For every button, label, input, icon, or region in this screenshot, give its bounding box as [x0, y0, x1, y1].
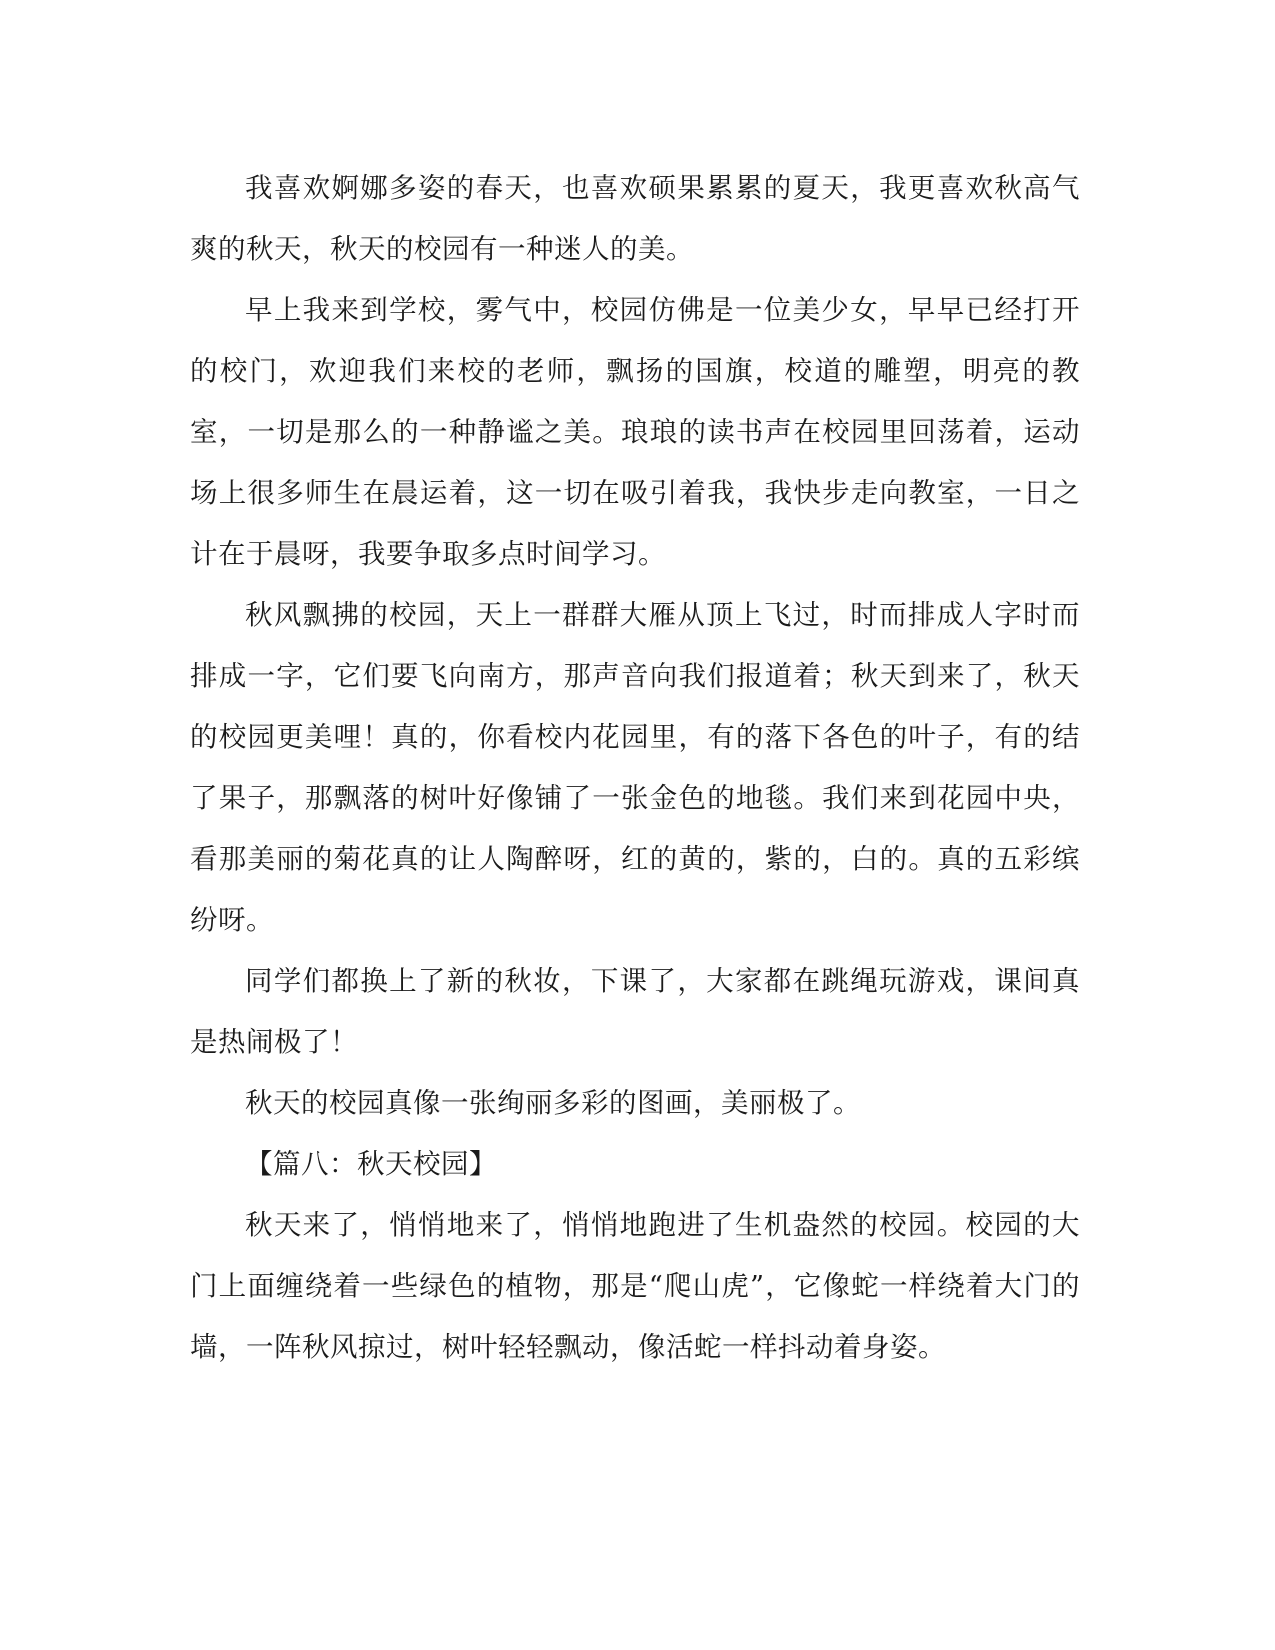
paragraph: 早上我来到学校，雾气中，校园仿佛是一位美少女，早早已经打开的校门，欢迎我们来校的老师，飘扬的国旗，校道的雕塑，明亮的教室，一切是那么的一种静谧之美。琅琅的读书声在校园里回荡着，运动场上很多师生在晨运着，这一切在吸引着我，我快步走向教室，一日之计在于晨呀，我要争取多点时间学习。	[190, 294, 1080, 570]
paragraph: 我喜欢婀娜多姿的春天，也喜欢硕果累累的夏天，我更喜欢秋高气爽的秋天，秋天的校园有一种迷人的美。	[190, 172, 1080, 265]
paragraph: 秋风飘拂的校园，天上一群群大雁从顶上飞过，时而排成人字时而排成一字，它们要飞向南方，那声音向我们报道着；秋天到来了，秋天的校园更美哩！真的，你看校内花园里，有的落下各色的叶子，有的结了果子，那飘落的树叶好像铺了一张金色的地毯。我们来到花园中央，看那美丽的菊花真的让人陶醉呀，红的黄的，紫的，白的。真的五彩缤纷呀。	[190, 599, 1080, 936]
paragraph: 同学们都换上了新的秋妆，下课了，大家都在跳绳玩游戏，课间真是热闹极了！	[190, 965, 1080, 1058]
paragraph: 秋天来了，悄悄地来了，悄悄地跑进了生机盎然的校园。校园的大门上面缠绕着一些绿色的植物，那是“爬山虎”，它像蛇一样绕着大门的墙，一阵秋风掠过，树叶轻轻飘动，像活蛇一样抖动着身姿。	[190, 1209, 1080, 1363]
section-heading: 【篇八：秋天校园】	[245, 1148, 497, 1180]
paragraph: 秋天的校园真像一张绚丽多彩的图画，美丽极了。	[245, 1087, 861, 1119]
document-body	[190, 158, 1080, 1378]
